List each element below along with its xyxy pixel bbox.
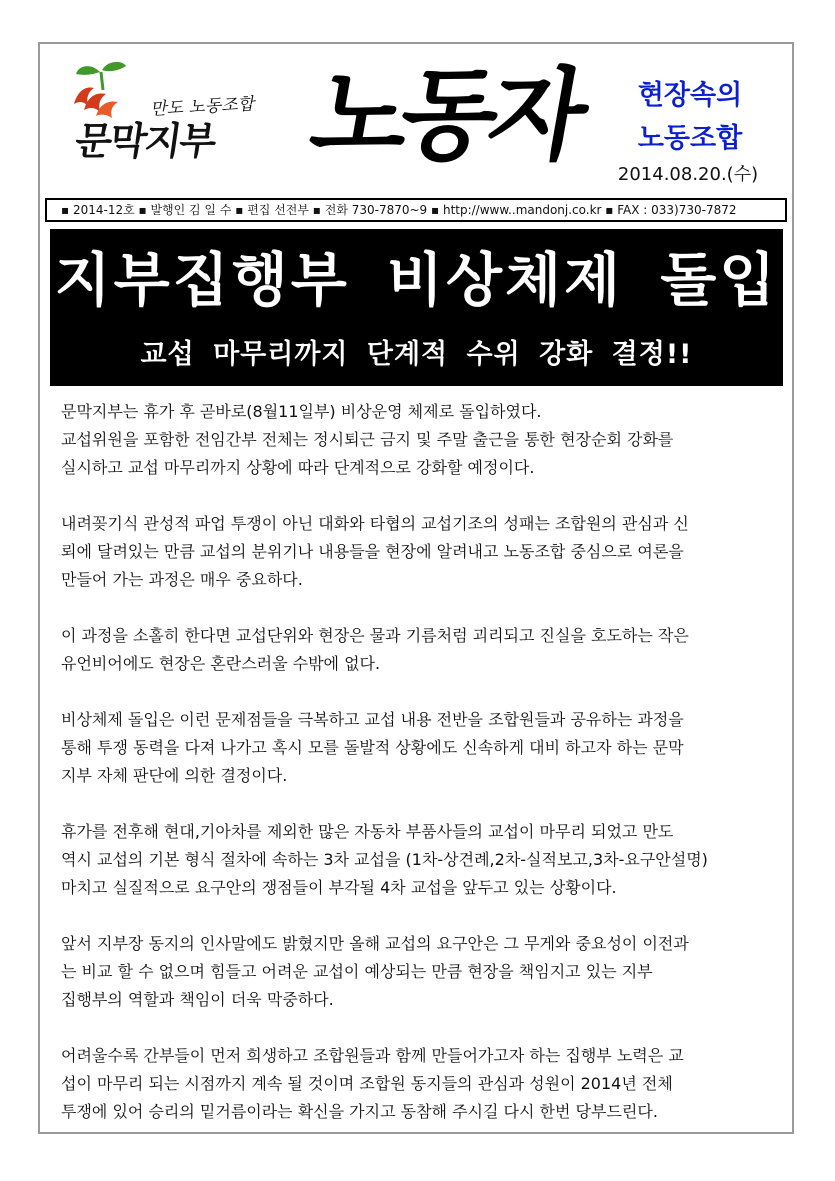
headline: 지부집행부 비상체제 돌입 [54, 246, 779, 314]
text-line: 섭이 마무리 되는 시점까지 계속 될 것이며 조합원 동지들의 관심과 성원이 2014년 전체 [61, 1074, 673, 1093]
text-line: 투쟁에 있어 승리의 밑거름이라는 확신을 가지고 동참해 주시길 다시 한번 당부드린다. [61, 1102, 658, 1121]
subheadline: 교섭 마무리까지 단계적 수위 강화 결정!! [140, 339, 693, 370]
text-line: 앞서 지부장 동지의 인사말에도 밝혔지만 올해 교섭의 요구안은 그 무게와 중요성이 이전과 [61, 934, 689, 953]
text-line: 만들어 가는 과정은 매우 중요하다. [61, 570, 303, 589]
paragraph-4 [61, 706, 775, 790]
headline-block [50, 229, 783, 386]
text-line: 비상체제 돌입은 이런 문제점들을 극복하고 교섭 내용 전반을 조합원들과 공유하는 과정을 [61, 710, 684, 729]
publication-info-bar: ▪ 2014-12호 ▪ 발행인 김 일 수 ▪ 편집 선전부 ▪ 전화 730-7870~9 ▪ http://www..mandonj.co.kr ▪ FAX : 033)730-7872 [45, 198, 787, 222]
paragraph-5 [61, 818, 775, 902]
text-line: 문막지부는 휴가 후 곧바로(8월11일부) 비상운영 체제로 돌입하였다. [61, 402, 542, 421]
logo-title: 문막지부 [72, 118, 218, 163]
text-line: 유언비어에도 현장은 혼란스러울 수밖에 없다. [61, 654, 381, 673]
paragraph-6 [61, 930, 775, 1014]
tagline-line-2: 노동조합 [637, 123, 743, 154]
text-line: 뢰에 달려있는 만큼 교섭의 분위기나 내용들을 현장에 알려내고 노동조합 중심으로 여론을 [61, 542, 684, 561]
issue-date: 2014.08.20.(수) [617, 164, 759, 185]
paragraph-2 [61, 510, 775, 594]
text-line: 어려울수록 간부들이 먼저 희생하고 조합원들과 함께 만들어가고자 하는 집행부 노력은 교 [61, 1046, 684, 1065]
text-line: 이 과정을 소홀히 한다면 교섭단위와 현장은 물과 기름처럼 괴리되고 진실을 호도하는 작은 [61, 626, 689, 645]
text-line: 는 비교 할 수 없으며 힘들고 어려운 교섭이 예상되는 만큼 현장을 책임지고 있는 지부 [61, 962, 653, 981]
paragraph-3 [61, 622, 775, 678]
text-line: 실시하고 교섭 마무리까지 상황에 따라 단계적으로 강화할 예정이다. [61, 458, 535, 477]
paragraph-7 [61, 1042, 775, 1126]
paragraph-1 [61, 398, 775, 482]
text-line: 지부 자체 판단에 의한 결정이다. [61, 766, 288, 785]
text-line: 휴가를 전후해 현대,기아차를 제외한 많은 자동차 부품사들의 교섭이 마무리 되었고 만도 [61, 822, 674, 841]
logo-subtitle: 만도 노동조합 [149, 94, 255, 120]
text-line: 내려꽂기식 관성적 파업 투쟁이 아닌 대화와 타협의 교섭기조의 성패는 조합원의 관심과 신 [61, 514, 689, 533]
text-line: 집행부의 역할과 책임이 더욱 막중하다. [61, 990, 334, 1009]
masthead-title: 노동자 [302, 56, 590, 174]
tagline-line-1: 현장속의 [637, 80, 743, 111]
tagline [605, 74, 775, 160]
text-line: 교섭위원을 포함한 전임간부 전체는 정시퇴근 금지 및 주말 출근을 통한 현장순회 강화를 [61, 430, 674, 449]
article-body [61, 398, 775, 1154]
text-line: 통해 투쟁 동력을 다져 나가고 혹시 모를 돌발적 상황에도 신속하게 대비 하고자 하는 문막 [61, 738, 684, 757]
text-line: 역시 교섭의 기본 형식 절차에 속하는 3차 교섭을 (1차-상견례,2차-실적보고,3차-요구안설명) [61, 850, 708, 869]
text-line: 마치고 실질적으로 요구안의 쟁점들이 부각될 4차 교섭을 앞두고 있는 상황이다. [61, 878, 617, 897]
